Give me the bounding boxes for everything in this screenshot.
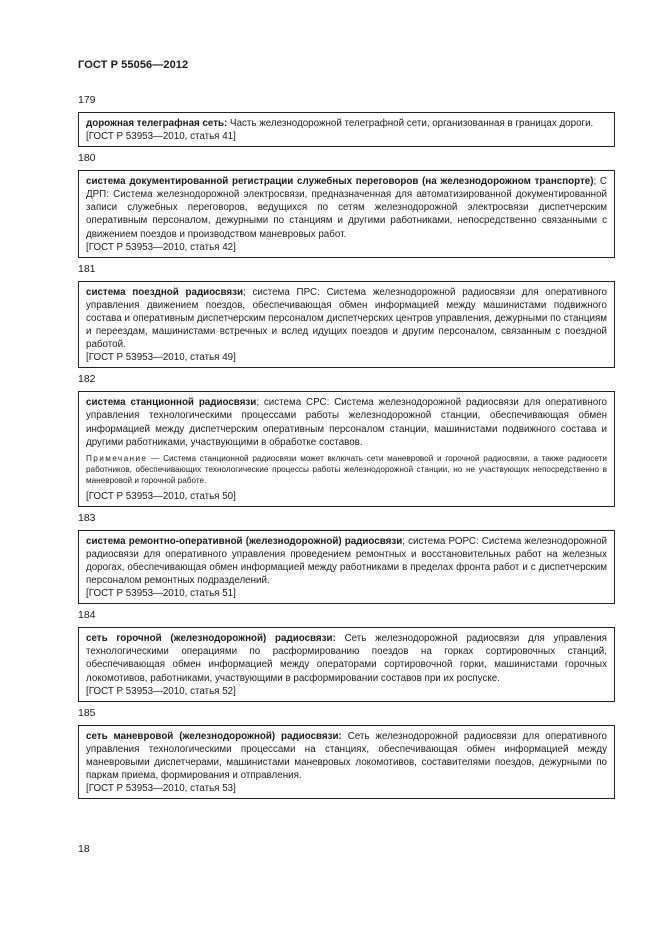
page-number: 18 <box>78 843 90 855</box>
term-entry-182 <box>78 373 615 506</box>
term-definition: Сеть железнодорожной радиосвязи для управления технологическими операциями по расформированию поездов на горках сортировочных станций, обеспечивающая обмен информацией между операторами сортировочной горки, машинистами горочных локомотивов, работниками, участвующими в расформировании составов при их роспуске. <box>86 633 607 684</box>
term-box <box>78 281 615 369</box>
term-definition: Сеть железнодорожной радиосвязи для оперативного управления технологическими процессами на станциях, обеспечивающая обмен информацией между маневровыми диспетчерами, машинистами маневровых локомотивов, составителями поездов, дежурными по паркам приема, формирования и отправления. <box>86 730 607 781</box>
entry-number: 182 <box>78 373 96 386</box>
term-box <box>78 530 615 604</box>
term-title: дорожная телеграфная сеть: <box>86 118 228 129</box>
source-reference: [ГОСТ Р 53953—2010, статья 49] <box>86 352 236 364</box>
term-box <box>78 112 615 147</box>
source-reference: [ГОСТ Р 53953—2010, статья 50] <box>86 490 236 502</box>
entry-number: 185 <box>78 706 96 719</box>
term-entry-184 <box>78 609 615 701</box>
term-box <box>78 391 615 506</box>
document-header: ГОСТ Р 55056—2012 <box>78 59 189 71</box>
note-label: Примечание <box>86 453 148 463</box>
term-box <box>78 725 615 799</box>
term-title: сеть маневровой (железнодорожной) радиосвязи: <box>86 730 342 742</box>
term-note <box>86 453 607 486</box>
term-title: система документированной регистрации служебных переговоров (на железнодорожном транспорте) <box>86 176 594 188</box>
term-box <box>78 627 615 701</box>
term-entries <box>78 94 615 804</box>
entry-number: 184 <box>78 609 96 622</box>
term-entry-180 <box>78 152 615 258</box>
term-entry-183 <box>78 512 615 604</box>
term-title: сеть горочной (железнодорожной) радиосвязи: <box>86 633 336 645</box>
source-reference: [ГОСТ Р 53953—2010, статья 42] <box>86 241 236 253</box>
source-reference: [ГОСТ Р 53953—2010, статья 41] <box>86 131 236 143</box>
entry-number: 180 <box>78 152 96 165</box>
note-text: — Система станционной радиосвязи может включать сети маневровой и горочной радиосвязи, а также радиосети работников, обеспечивающих технологические процессы работы железнодорожной станции, но не участвующих непосредственно в маневровой и горочной работе. <box>86 453 607 485</box>
entry-number: 183 <box>78 511 96 524</box>
term-definition: ; система РОРС: Система железнодорожной радиосвязи для оперативного управления проведением ремонтных и восстановительных работ на железных дорогах, обеспечивающая обмен информацией между работниками в пределах фронта работ и с диспетчерским персоналом ремонтных подразделений. <box>86 535 607 587</box>
term-title: система поездной радиосвязи <box>86 286 243 298</box>
term-title: система ремонтно-оперативной (железнодорожной) радиосвязи <box>86 535 403 547</box>
source-reference: [ГОСТ Р 53953—2010, статья 52] <box>86 685 236 697</box>
term-title: система станционной радиосвязи <box>86 397 257 409</box>
term-entry-181 <box>78 263 615 369</box>
source-reference: [ГОСТ Р 53953—2010, статья 53] <box>86 783 236 795</box>
entry-number: 179 <box>78 94 96 106</box>
term-definition: Часть железнодорожной телеграфной сети, организованная в границах дороги. <box>227 118 594 129</box>
entry-number: 181 <box>78 262 96 275</box>
source-reference: [ГОСТ Р 53953—2010, статья 51] <box>86 588 236 600</box>
term-definition: ; система ПРС: Система железнодорожной радиосвязи для оперативного управления движением поездов, обеспечивающая обмен информацией между машинистами подвижного состава и оперативным диспетчерским персоналом диспетчерских центров управления, дежурными по станциям и переездам, машинистами встречных и вслед идущих поездов и другим персоналом, связанным с поездной работой. <box>86 286 607 351</box>
term-definition: ; система СРС: Система железнодорожной радиосвязи для оперативного управления технологическими процессами работы железнодорожной станции, обеспечивающая обмен информацией между диспетчерским оперативным персоналом станции, машинистами подвижного состава и другими работниками, участвующими в обработке составов. <box>86 397 607 448</box>
term-entry-179 <box>78 94 615 147</box>
term-definition: ; С ДРП: Система железнодорожной электросвязи, предназначенная для автоматизированной документированной записи служебных переговоров, ведущихся по сетям железнодорожной электросвязи диспетчерским оперативным персоналом, дежурными по станциям и другими работниками, непосредственно связанными с движением поездов и производством маневровых работ. <box>86 176 607 240</box>
term-box <box>78 170 615 258</box>
term-entry-185 <box>78 707 615 799</box>
